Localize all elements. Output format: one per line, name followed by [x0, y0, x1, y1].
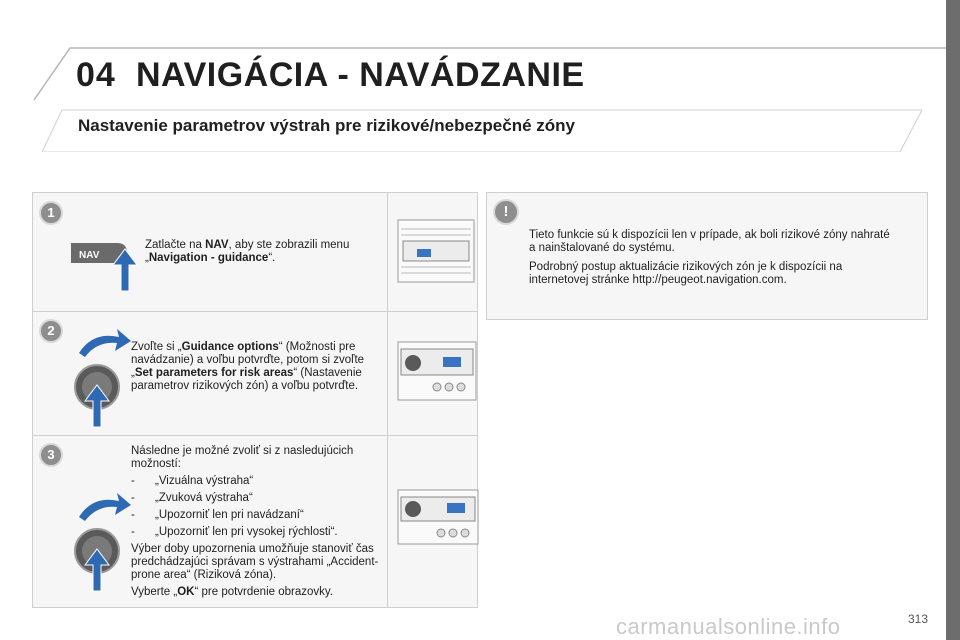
list-item: - „Upozorniť len pri navádzaní“ [131, 509, 304, 521]
steps-panel [32, 192, 478, 608]
step-2-text: Zvoľte si „Guidance options“ (Možnosti pre navádzanie) a voľbu potvrďte, potom si zvoľte „Set parameters for risk areas“ (Nastavenie parametrov rizikových zón) a voľbu potvrďte. [131, 341, 365, 392]
radio-unit-illustration [397, 341, 477, 401]
svg-text:NAV: NAV [79, 250, 100, 261]
step-3-text: Následne je možné zvoliť si z nasledujúcich možností: - „Vizuálna výstraha“ - „Zvuková výstraha“ - „Upozorniť len pri navádzaní“ - „Upozorniť len pri vysokej rýchlosti“. Výber doby upozornenia umožňuje stanoviť čas predchádzajúci správam s výstrahami „Accident-prone area“ (Riziková zóna). Vyberte „OK“ pre potvrdenie obrazovky. [131, 445, 385, 603]
step-number-badge: 3 [39, 443, 63, 467]
step-1 [33, 193, 477, 312]
chapter-number: 04 [76, 56, 116, 94]
watermark: carmanualsonline.info [616, 614, 841, 639]
step-number-badge: 1 [39, 201, 63, 225]
warning-icon: ! [493, 199, 519, 225]
list-item: - „Upozorniť len pri vysokej rýchlosti“. [131, 526, 338, 538]
radio-unit-illustration [397, 489, 479, 545]
list-item: - „Zvuková výstraha“ [131, 492, 253, 504]
warning-box [486, 192, 928, 320]
option-list [131, 475, 385, 539]
list-item: - „Vizuálna výstraha“ [131, 475, 254, 487]
chapter-title: NAVIGÁCIA - NAVÁDZANIE [136, 56, 585, 94]
nav-button-icon [67, 221, 147, 291]
step-2 [33, 311, 477, 436]
page-number: 313 [908, 612, 929, 626]
step-3 [33, 435, 477, 607]
step-1-text: Zatlačte na NAV, aby ste zobrazili menu „Navigation - guidance“. [145, 239, 350, 264]
section-title: Nastavenie parametrov výstrah pre rizikové/nebezpečné zóny [78, 116, 575, 135]
page-edge-bar [946, 0, 960, 640]
step-number-badge: 2 [39, 319, 63, 343]
radio-unit-illustration [397, 219, 475, 283]
warning-text: Tieto funkcie sú k dispozícii len v prípade, ak boli rizikové zóny nahraté a nainštalované do systému. Podrobný postup aktualizácie rizikových zón je k dispozícii na internetovej stránke http://peugeot.navigation.com. [529, 229, 890, 286]
